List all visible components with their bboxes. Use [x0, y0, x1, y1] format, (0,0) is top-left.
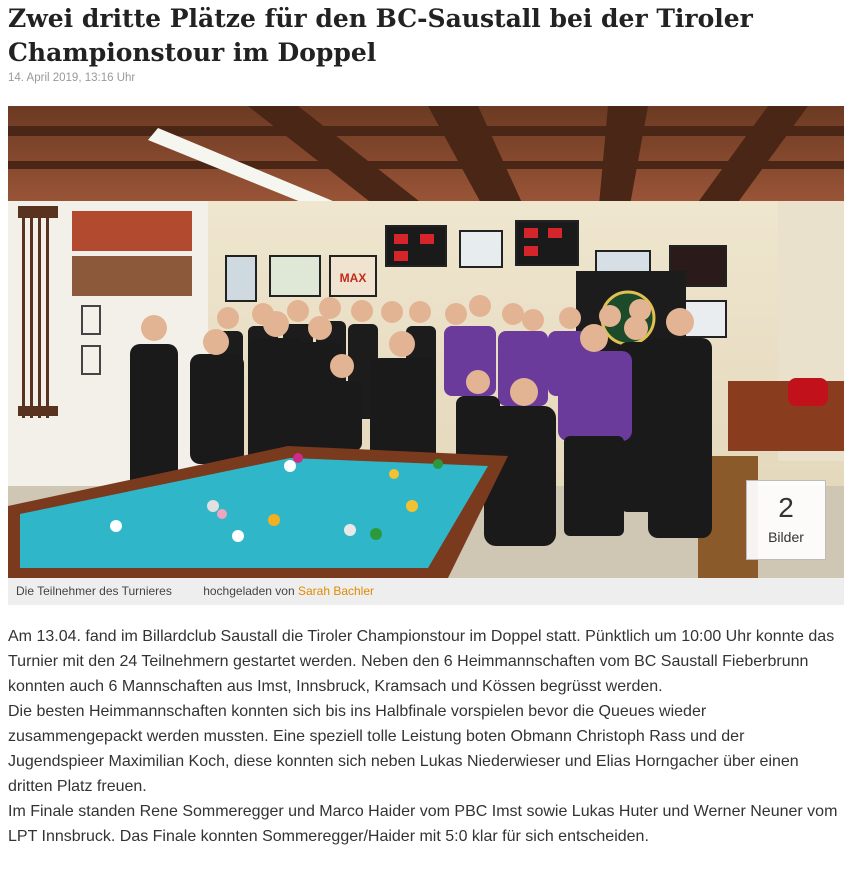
bag-red — [788, 378, 828, 406]
body-paragraph: Die besten Heimmannschaften konnten sich bis ins Halbfinale vorspielen bevor die Queues wieder zusammengepackt werden mussten. Eine speziell tolle Leistung boten Obmann Christoph Rass und der Jugendspieer Maximilian Koch, diese konnten sich neben Lukas Niederwieser und Elias Horngacher über einen dritten Platz freuen. — [8, 703, 799, 795]
team-photo-illustration — [8, 106, 844, 578]
article-title: Zwei dritte Plätze für den BC-Saustall bei der Tiroler Championstour im Doppel — [8, 4, 753, 67]
photo-caption-bar — [8, 578, 844, 605]
uploaded-by-label: hochgeladen von — [203, 584, 295, 598]
gallery-count: 2 — [778, 492, 794, 523]
author-link[interactable]: Sarah Bachler — [297, 584, 375, 598]
gallery-label: Bilder — [768, 529, 804, 545]
gallery-count-badge[interactable] — [746, 480, 826, 560]
pub-sign-text: MAX — [339, 271, 367, 285]
article-photo[interactable] — [8, 106, 844, 578]
body-paragraph: Am 13.04. fand im Billardclub Saustall die Tiroler Championstour im Doppel statt. Pünktlich um 10:00 Uhr konnte das Turnier mit den 24 Teilnehmern gestartet werden. Neben den 6 Heimmannschaften vom BC Saustall Fieberbrunn konnten auch 6 Mannschaften aus Imst, Innsbruck, Kramsach und Kössen begrüsst werden. — [8, 628, 835, 695]
body-paragraph: Im Finale standen Rene Sommeregger und Marco Haider vom PBC Imst sowie Lukas Huter und Werner Neuner vom LPT Innsbruck. Das Finale konnten Sommeregger/Haider mit 5:0 klar für sich entscheiden. — [8, 803, 838, 845]
photo-caption: Die Teilnehmer des Turnieres — [16, 584, 172, 598]
article-date: 14. April 2019, 13:16 Uhr — [8, 72, 136, 84]
article-body — [8, 624, 842, 849]
